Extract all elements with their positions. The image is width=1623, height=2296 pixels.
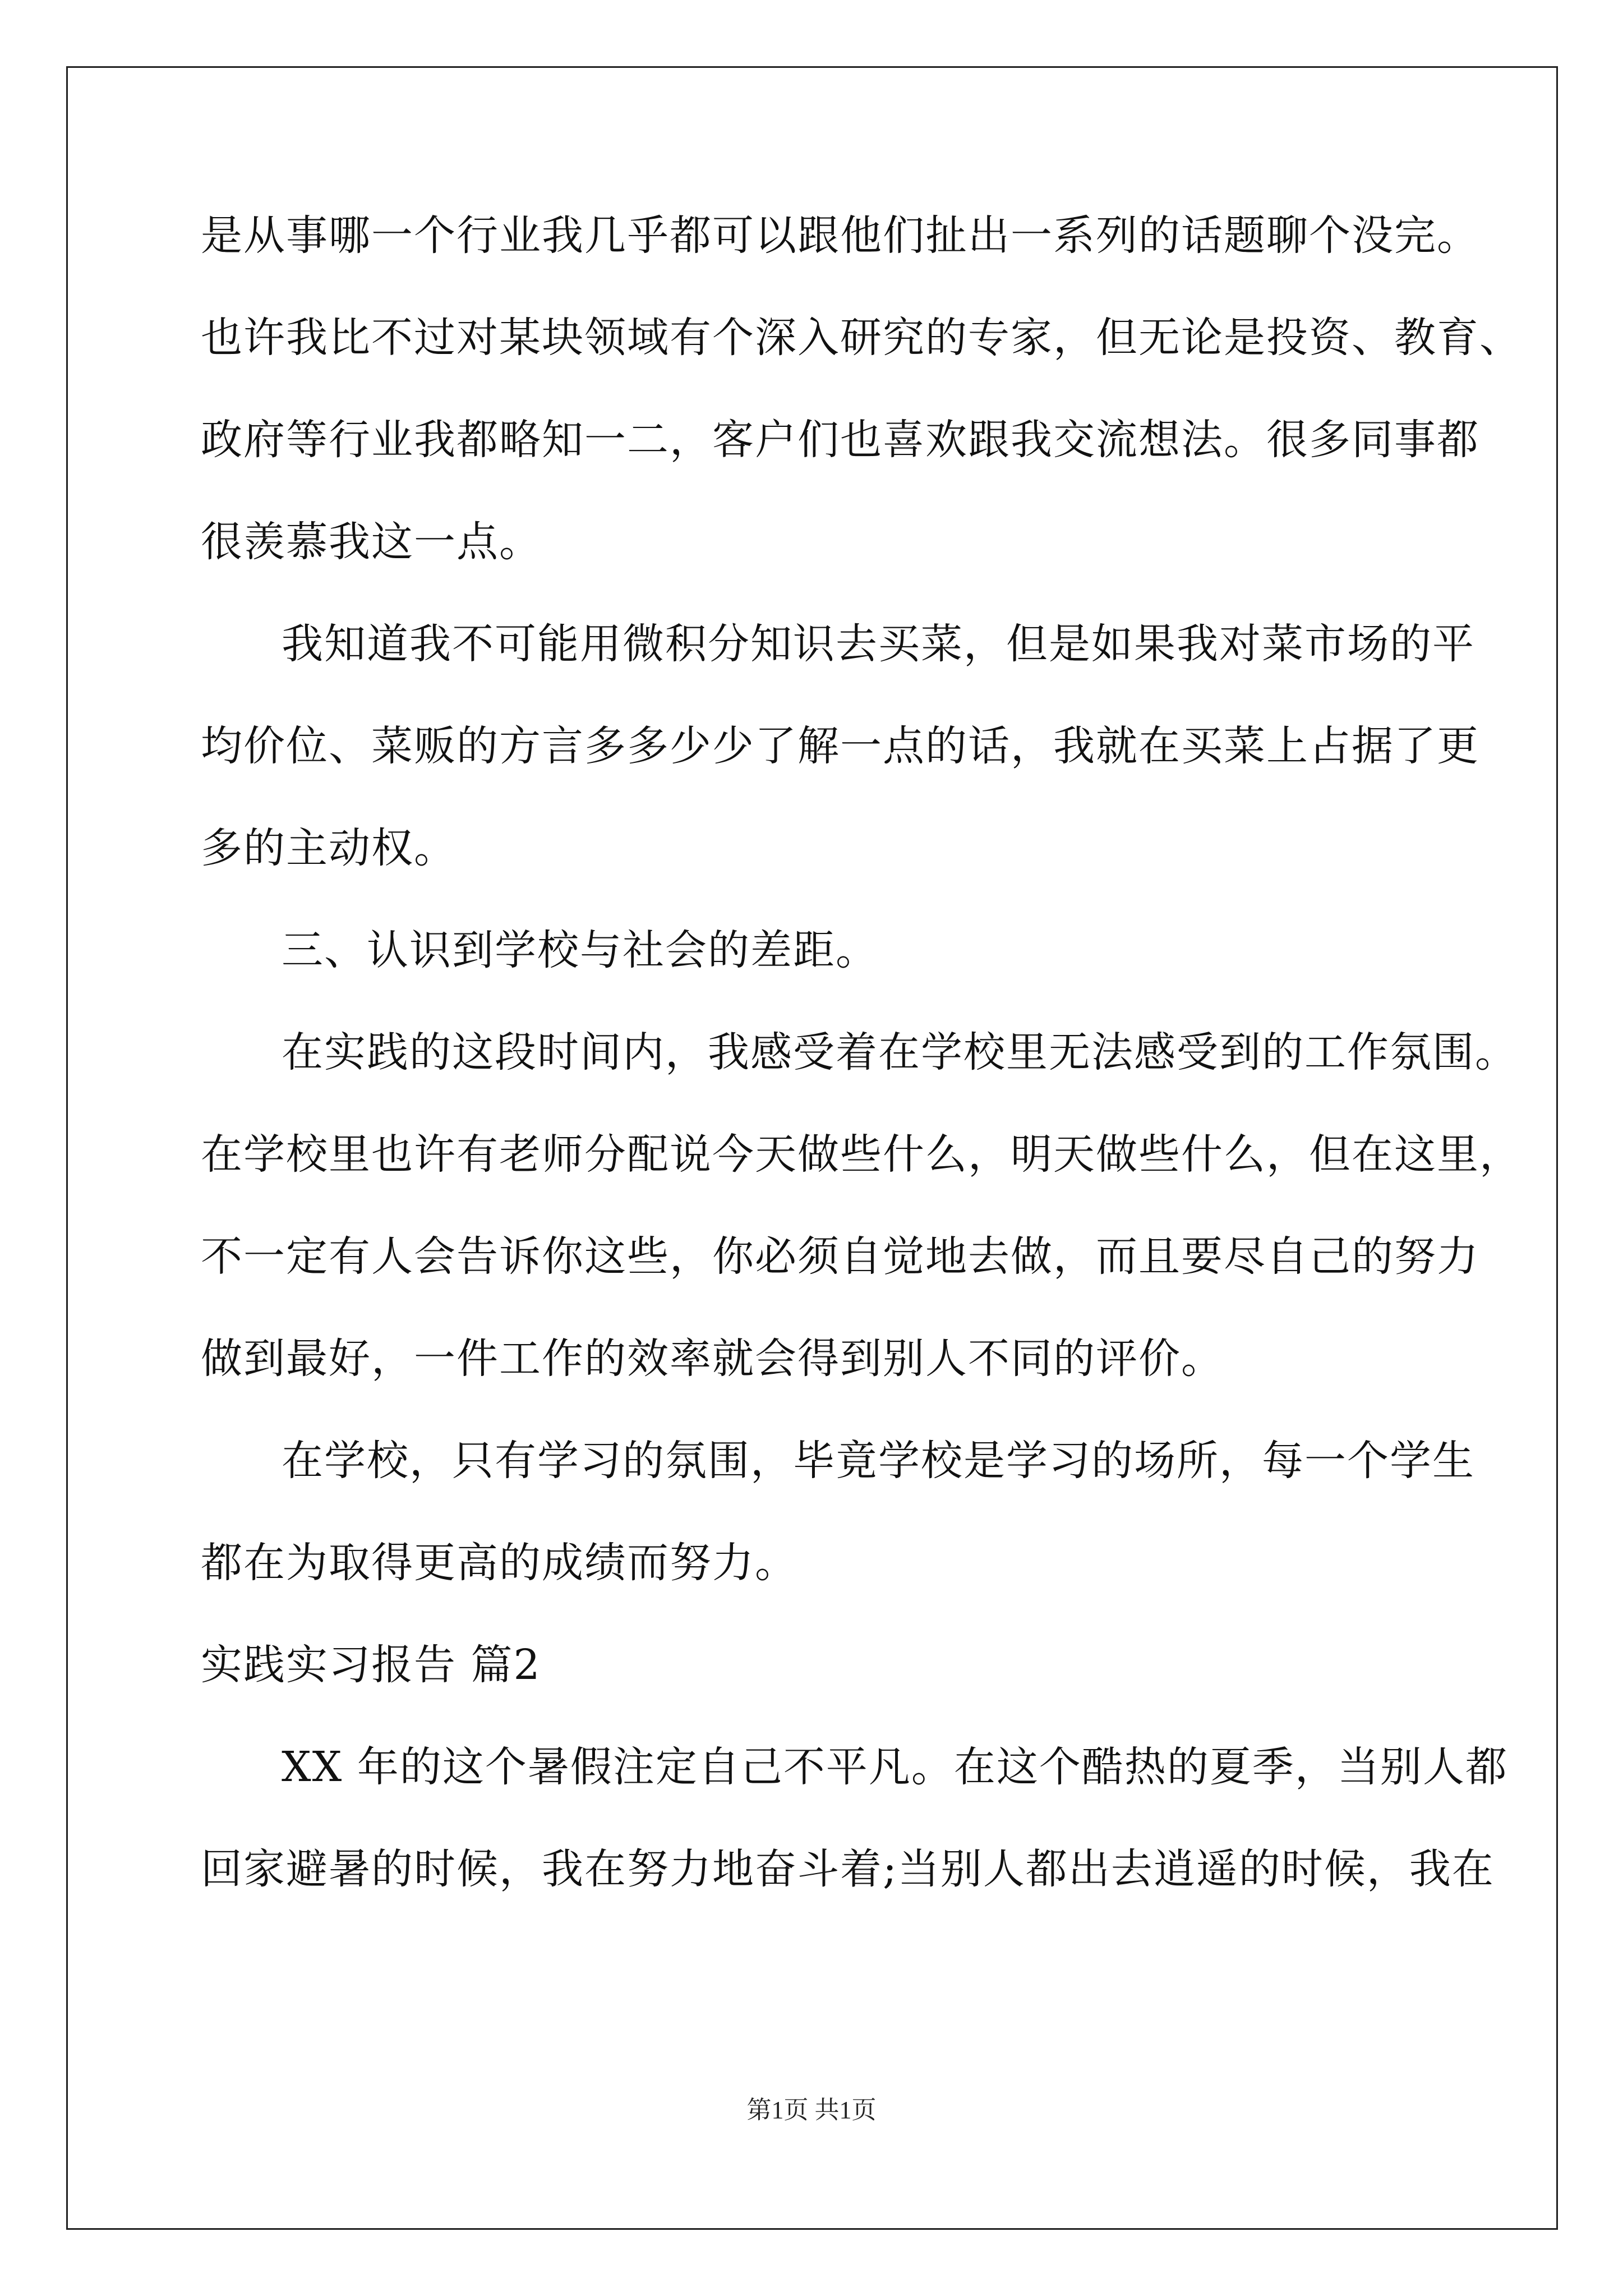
paragraph-line: 做到最好，一件工作的效率就会得到别人不同的评价。	[201, 1335, 1224, 1383]
paragraph-line: 均价位、菜贩的方言多多少少了解一点的话，我就在买菜上占据了更	[201, 722, 1479, 770]
paragraph-line: 也许我比不过对某块领域有个深入研究的专家，但无论是投资、教育、	[201, 314, 1522, 362]
page-number-footer: 第1页 共1页	[746, 2096, 877, 2124]
paragraph-line: 在实践的这段时间内，我感受着在学校里无法感受到的工作氛围。	[282, 1028, 1518, 1076]
paragraph-line: 在学校，只有学习的氛围，毕竟学校是学习的场所，每一个学生	[282, 1437, 1475, 1485]
paragraph-line: 回家避暑的时候，我在努力地奋斗着;当别人都出去逍遥的时候，我在	[201, 1845, 1495, 1893]
paragraph-line: 都在为取得更高的成绩而努力。	[201, 1539, 797, 1587]
paragraph-line: 多的主动权。	[201, 824, 457, 872]
section-heading: 三、认识到学校与社会的差距。	[282, 926, 878, 974]
paragraph-line: 不一定有人会告诉你这些，你必须自觉地去做，而且要尽自己的努力	[201, 1232, 1479, 1281]
paragraph-line: 我知道我不可能用微积分知识去买菜，但是如果我对菜市场的平	[282, 620, 1475, 668]
paragraph-line: 政府等行业我都略知一二，客户们也喜欢跟我交流想法。很多同事都	[201, 416, 1479, 464]
paragraph-line: 在学校里也许有老师分配说今天做些什么，明天做些什么，但在这里，	[201, 1130, 1522, 1179]
article-title: 实践实习报告 篇2	[201, 1641, 541, 1689]
paragraph-line: XX 年的这个暑假注定自己不平凡。在这个酷热的夏季，当别人都	[282, 1743, 1508, 1791]
paragraph-line: 是从事哪一个行业我几乎都可以跟他们扯出一系列的话题聊个没完。	[201, 211, 1479, 260]
paragraph-line: 很羡慕我这一点。	[201, 518, 542, 566]
